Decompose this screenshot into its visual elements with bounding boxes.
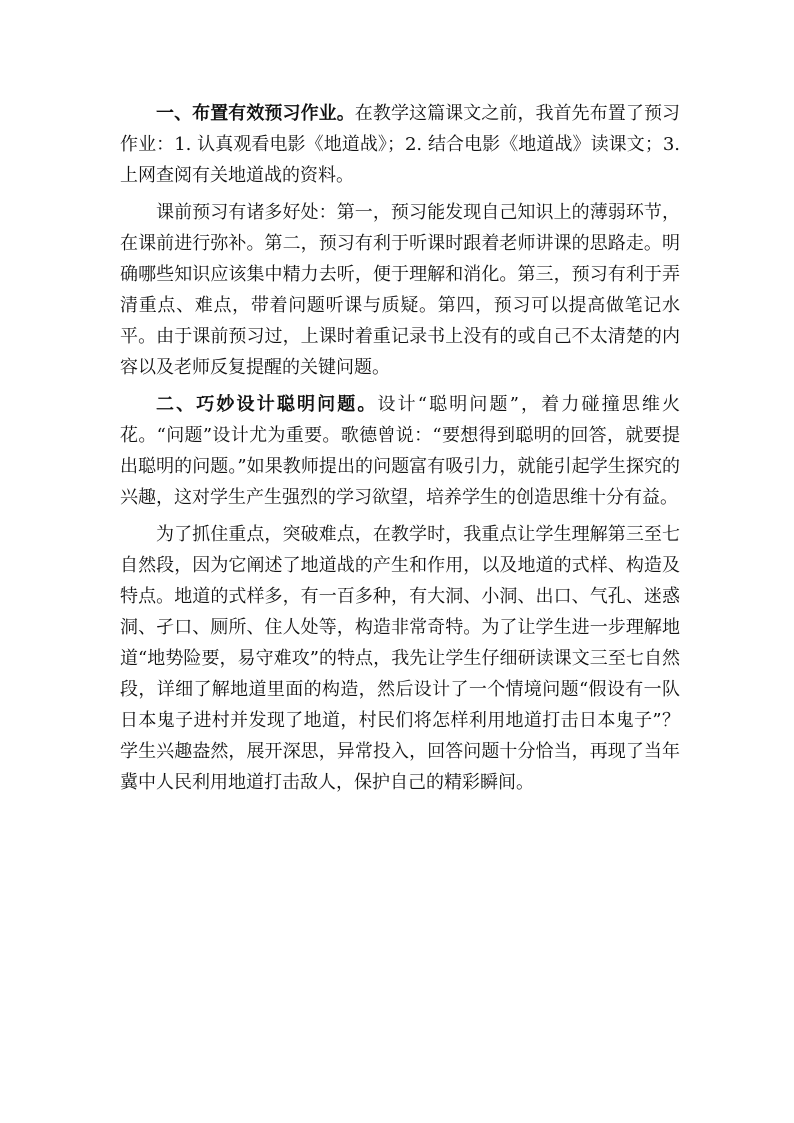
paragraph-preview-homework	[120, 98, 680, 191]
paragraph-text: 为了抓住重点，突破难点，在教学时，我重点让学生理解第三至七自然段，因为它阐述了地道战的产生和作用，以及地道的式样、构造及特点。地道的式样多，有一百多种，有大洞、小洞、出口、气孔、迷惑洞、孑口、厕所、住人处等，构造非常奇特。为了让学生进一步理解地道“地势险要，易守难攻”的特点，我先让学生仔细研读课文三至七自然段，详细了解地道里面的构造，然后设计了一个情境问题“假设有一队日本鬼子进村并发现了地道，村民们将怎样利用地道打击日本鬼子”？学生兴趣盎然，展开深思，异常投入，回答问题十分恰当，再现了当年冀中人民利用地道打击敌人，保护自己的精彩瞬间。	[120, 524, 680, 793]
paragraph-text: 设计“聪明问题”，着力碰撞思维火花。“问题”设计尤为重要。歌德曾说：“要想得到聪明的回答，就要提出聪明的问题。”如果教师提出的问题富有吸引力，就能引起学生探究的兴趣，这对学生产生强烈的学习欲望，培养学生的创造思维十分有益。	[120, 394, 681, 508]
paragraph-smart-questions	[120, 389, 680, 513]
paragraph-text: 课前预习有诸多好处：第一，预习能发现自己知识上的薄弱环节，在课前进行弥补。第二，预习有利于听课时跟着老师讲课的思路走。明确哪些知识应该集中精力去听，便于理解和消化。第三，预习有利于弄清重点、难点，带着问题听课与质疑。第四，预习可以提高做笔记水平。由于课前预习过，上课时着重记录书上没有的或自己不太清楚的内容以及老师反复提醒的关键问题。	[120, 202, 680, 378]
section-heading-2: 二、巧妙设计聪明问题。	[156, 394, 378, 415]
paragraph-preview-benefits	[120, 197, 680, 383]
paragraph-teaching-focus	[120, 519, 680, 798]
section-heading-1: 一、布置有效预习作业。	[156, 103, 355, 124]
paragraph-text: 在教学这篇课文之前，我首先布置了预习作业：1. 认真观看电影《地道战》；2. 结合电影《地道战》读课文；3. 上网查阅有关地道战的资料。	[120, 103, 681, 186]
document-body	[120, 98, 680, 804]
